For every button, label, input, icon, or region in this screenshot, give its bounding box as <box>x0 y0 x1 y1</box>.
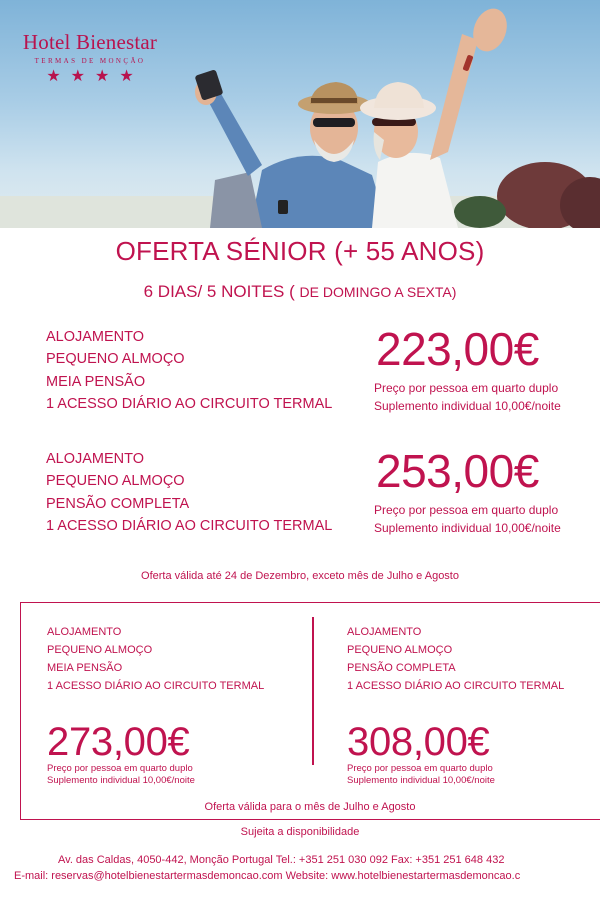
offer-item: ALOJAMENTO <box>46 329 145 345</box>
hotel-stars <box>10 69 170 85</box>
offer-item: 1 ACESSO DIÁRIO AO CIRCUITO TERMAL <box>46 517 333 534</box>
star-icon: ★ <box>70 68 85 85</box>
summer-offer-full-board <box>347 623 600 787</box>
offer-half-board <box>0 323 600 426</box>
offer-items-list <box>46 326 332 415</box>
price-note: Preço por pessoa em quarto duplo <box>347 763 493 774</box>
offer-item: PEQUENO ALMOÇO <box>46 473 185 490</box>
star-icon: ★ <box>46 68 61 85</box>
offer-subtitle <box>0 282 600 302</box>
offer-items-list <box>347 623 600 695</box>
summer-validity: Oferta válida para o mês de Julho e Agosto <box>204 801 416 813</box>
hotel-logo <box>10 30 170 85</box>
offer-item: 1 ACESSO DIÁRIO AO CIRCUITO TERMAL <box>46 395 333 412</box>
hotel-name: Hotel Bienestar <box>22 30 158 54</box>
offer-duration: 6 DIAS/ 5 NOITES ( <box>143 282 295 301</box>
footer-contacts: E-mail: reservas@hotelbienestartermasdemoncao.com Website: www.hotelbienestartermasdemoncao.c <box>14 870 521 882</box>
hotel-tagline: TERMAS DE MONÇÃO <box>34 57 146 65</box>
offer-item: ALOJAMENTO <box>46 451 145 467</box>
offer-validity: Oferta válida até 24 de Dezembro, exceto mês de Julho e Agosto <box>141 570 459 582</box>
offer-item: ALOJAMENTO <box>47 626 122 638</box>
offer-item: MEIA PENSÃO <box>46 373 146 390</box>
offer-item: 1 ACESSO DIÁRIO AO CIRCUITO TERMAL <box>347 680 565 692</box>
hero-image <box>0 0 600 228</box>
star-icon: ★ <box>119 68 134 85</box>
offer-price: 253,00€ <box>376 445 539 497</box>
supplement-note: Suplemento individual 10,00€/noite <box>374 521 561 535</box>
supplement-note: Suplemento individual 10,00€/noite <box>374 399 561 413</box>
offer-price: 223,00€ <box>376 323 539 375</box>
offer-title: OFERTA SÉNIOR (+ 55 ANOS) <box>115 236 485 266</box>
offer-price: 308,00€ <box>347 720 490 764</box>
supplement-note: Suplemento individual 10,00€/noite <box>47 775 195 786</box>
star-icon: ★ <box>95 68 110 85</box>
column-divider <box>312 617 314 765</box>
offer-item: ALOJAMENTO <box>347 626 422 638</box>
offer-item: MEIA PENSÃO <box>47 662 123 674</box>
offer-item: PEQUENO ALMOÇO <box>347 644 453 656</box>
offer-item: PENSÃO COMPLETA <box>347 662 456 674</box>
availability-note: Sujeita a disponibilidade <box>240 826 360 838</box>
footer-address: Av. das Caldas, 4050-442, Monção Portugal Tel.: +351 251 030 092 Fax: +351 251 648 432 <box>58 854 505 866</box>
supplement-note: Suplemento individual 10,00€/noite <box>347 775 495 786</box>
offer-items-list <box>46 448 332 537</box>
offer-full-board <box>0 445 600 548</box>
offer-item: PEQUENO ALMOÇO <box>46 351 185 368</box>
offer-item: 1 ACESSO DIÁRIO AO CIRCUITO TERMAL <box>47 680 265 692</box>
summer-offer-half-board <box>47 623 317 787</box>
summer-offers-box <box>20 602 600 820</box>
price-note: Preço por pessoa em quarto duplo <box>374 381 559 395</box>
offer-items-list <box>47 623 317 695</box>
offer-item: PEQUENO ALMOÇO <box>47 644 153 656</box>
price-note: Preço por pessoa em quarto duplo <box>47 763 193 774</box>
offer-days: DE DOMINGO A SEXTA) <box>299 284 457 300</box>
price-note: Preço por pessoa em quarto duplo <box>374 503 559 517</box>
offer-price: 273,00€ <box>47 720 190 764</box>
offer-item: PENSÃO COMPLETA <box>46 495 190 512</box>
